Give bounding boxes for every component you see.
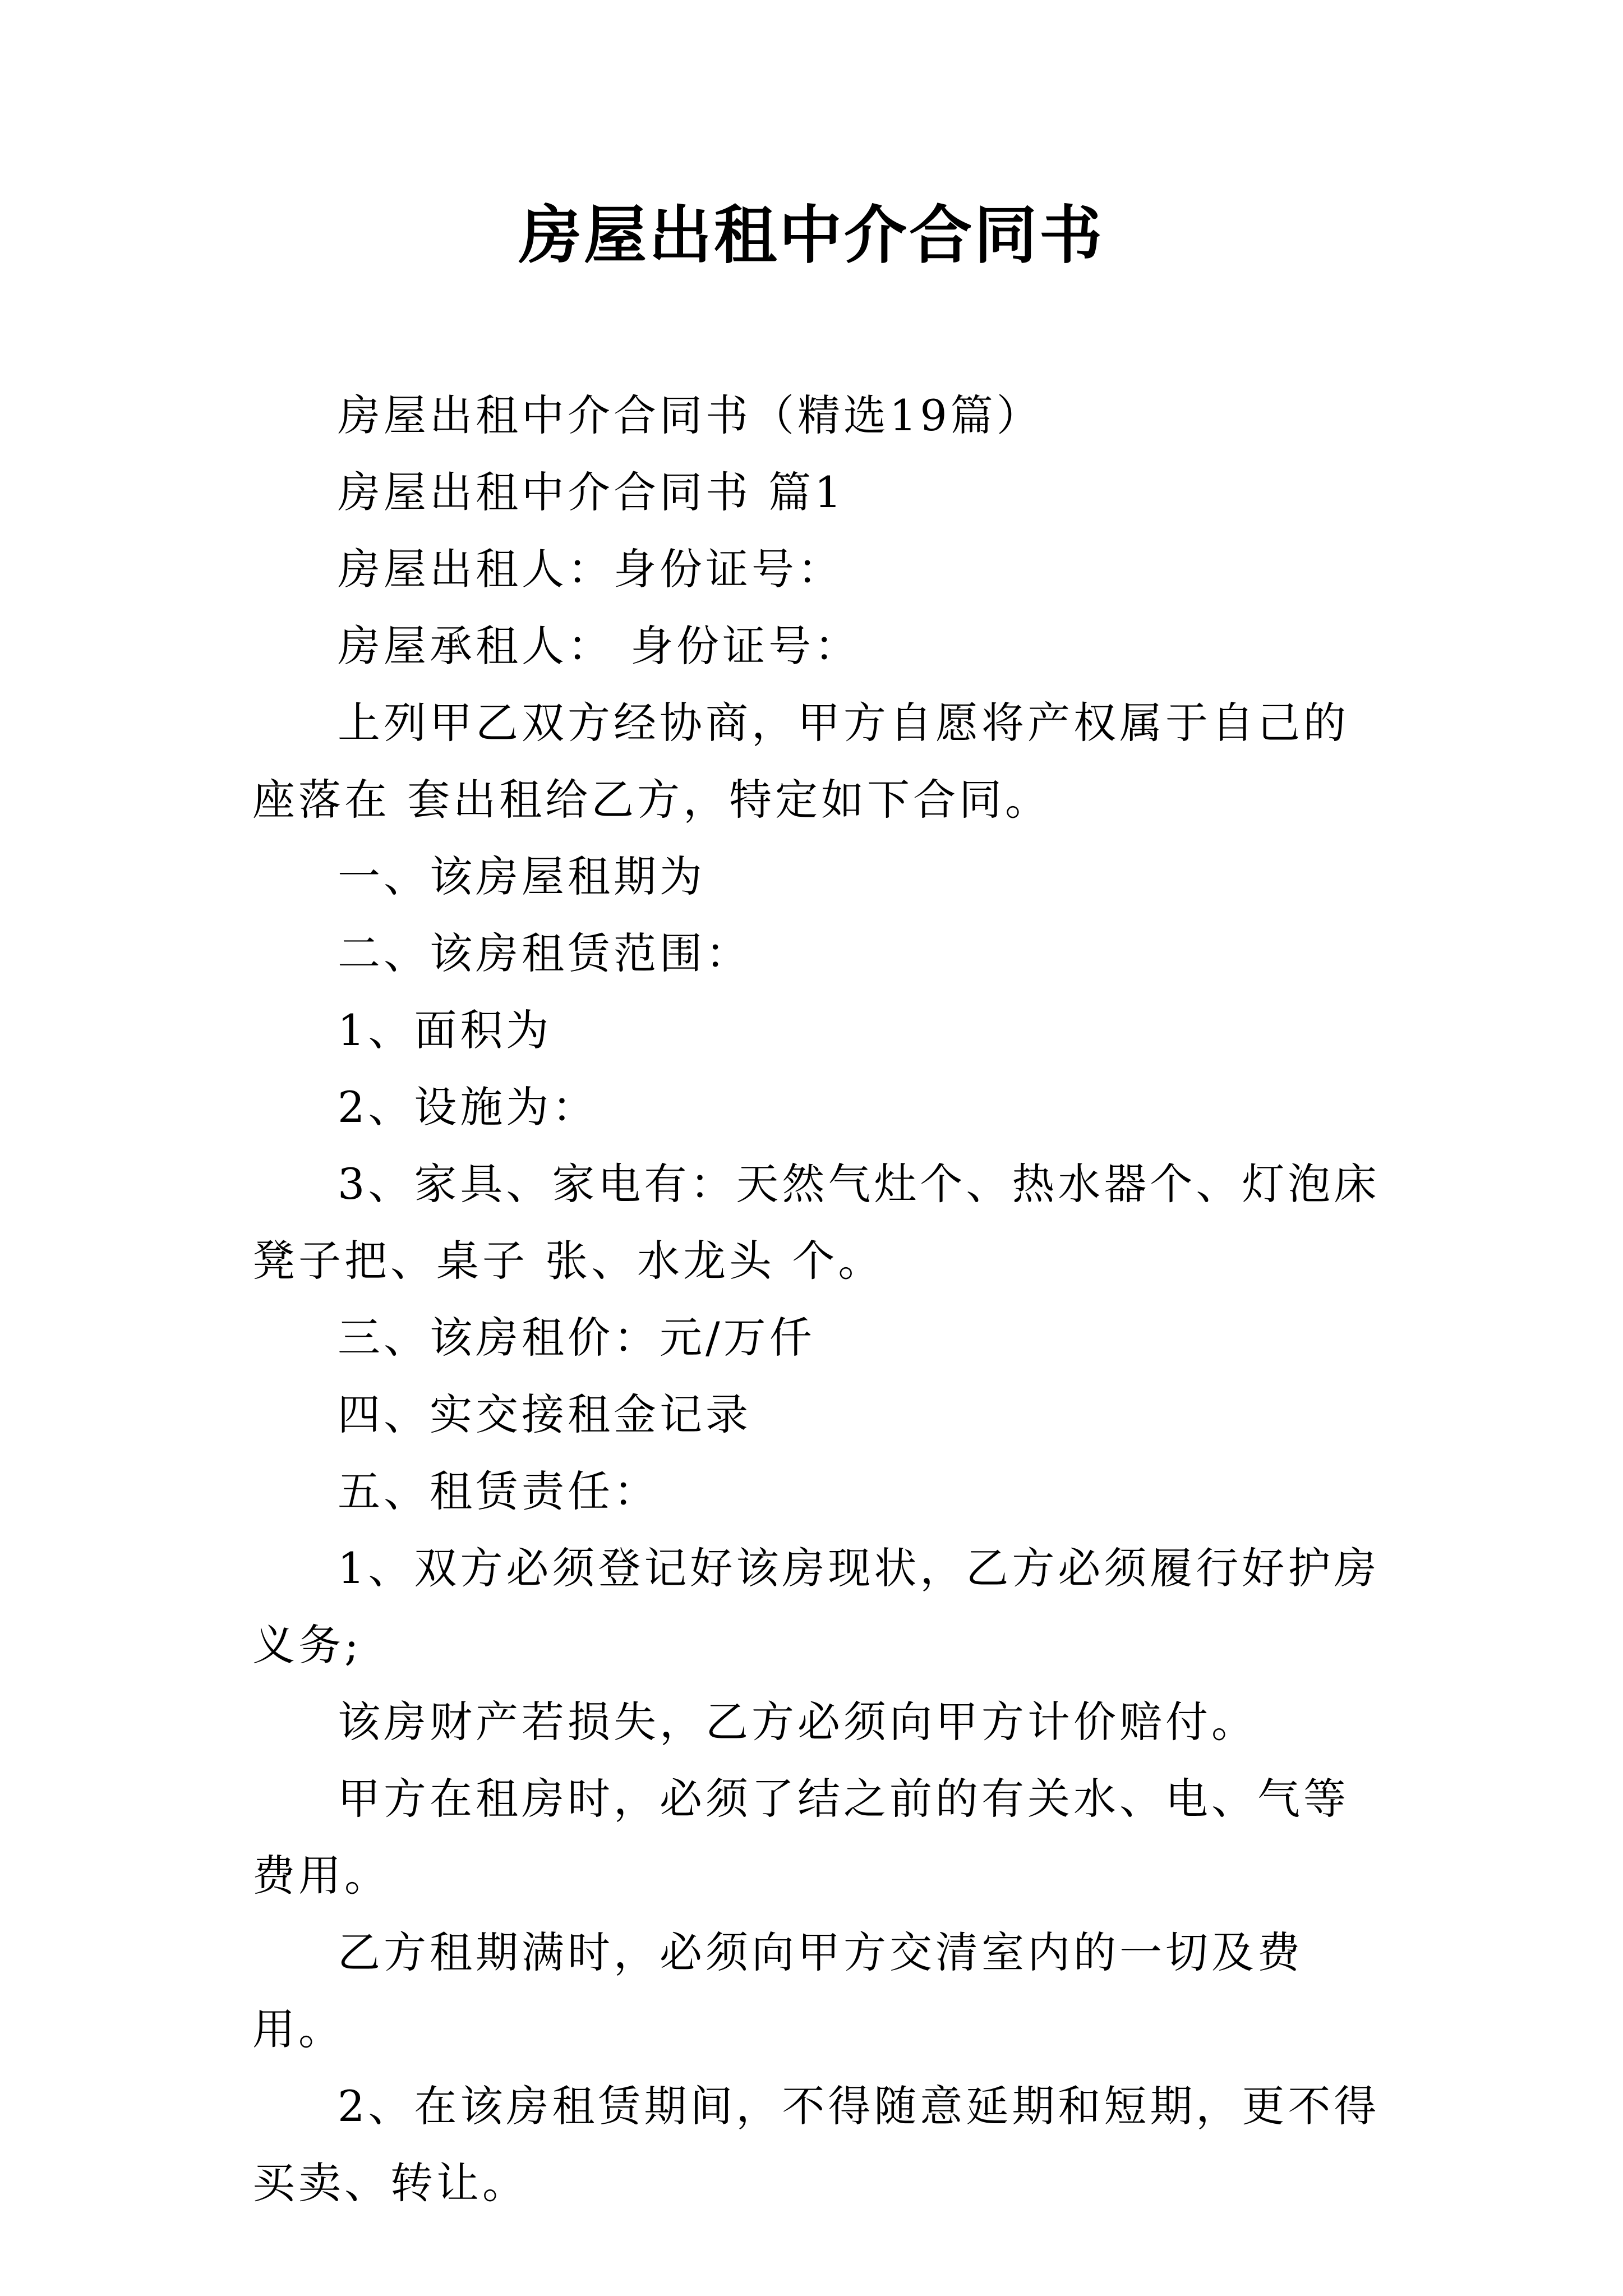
paragraph-duty-2: 2、在该房租赁期间，不得随意延期和短期，更不得买卖、转让。	[252, 2081, 1380, 2208]
paragraph-tenant: 房屋承租人： 身份证号：	[338, 621, 861, 671]
paragraph-intro: 上列甲乙双方经协商，甲方自愿将产权属于自己的座落在 套出租给乙方，特定如下合同。	[252, 698, 1349, 825]
paragraph-furniture: 3、家具、家电有：天然气灶个、热水器个、灯泡床凳子把、桌子 张、水龙头 个。	[252, 1159, 1380, 1286]
paragraph-settlement: 乙方租期满时，必须向甲方交清室内的一切及费用。	[252, 1927, 1303, 2054]
document-title: 房屋出租中介合同书	[519, 199, 1104, 272]
paragraph-area: 1、面积为	[338, 1005, 552, 1055]
paragraph-rent-price: 三、该房租价：元/万仟	[338, 1313, 815, 1363]
paragraph-scope: 二、该房租赁范围：	[338, 928, 751, 978]
paragraph-section-title: 房屋出租中介合同书 篇1	[338, 467, 845, 517]
paragraph-term: 一、该房屋租期为	[338, 852, 706, 901]
paragraph-compensation: 该房财产若损失，乙方必须向甲方计价赔付。	[338, 1697, 1257, 1747]
document-body	[252, 377, 1387, 2221]
paragraph-facilities: 2、设施为：	[338, 1082, 598, 1132]
paragraph-duty-1: 1、双方必须登记好该房现状，乙方必须履行好护房义务;	[252, 1543, 1380, 1670]
paragraph-landlord: 房屋出租人：身份证号：	[338, 544, 843, 594]
paragraph-responsibility: 五、租赁责任：	[338, 1466, 660, 1516]
paragraph-rent-record: 四、实交接租金记录	[338, 1389, 751, 1439]
paragraph-utilities: 甲方在租房时，必须了结之前的有关水、电、气等费用。	[252, 1774, 1349, 1901]
paragraph-heading: 房屋出租中介合同书（精选19篇）	[338, 390, 1043, 440]
